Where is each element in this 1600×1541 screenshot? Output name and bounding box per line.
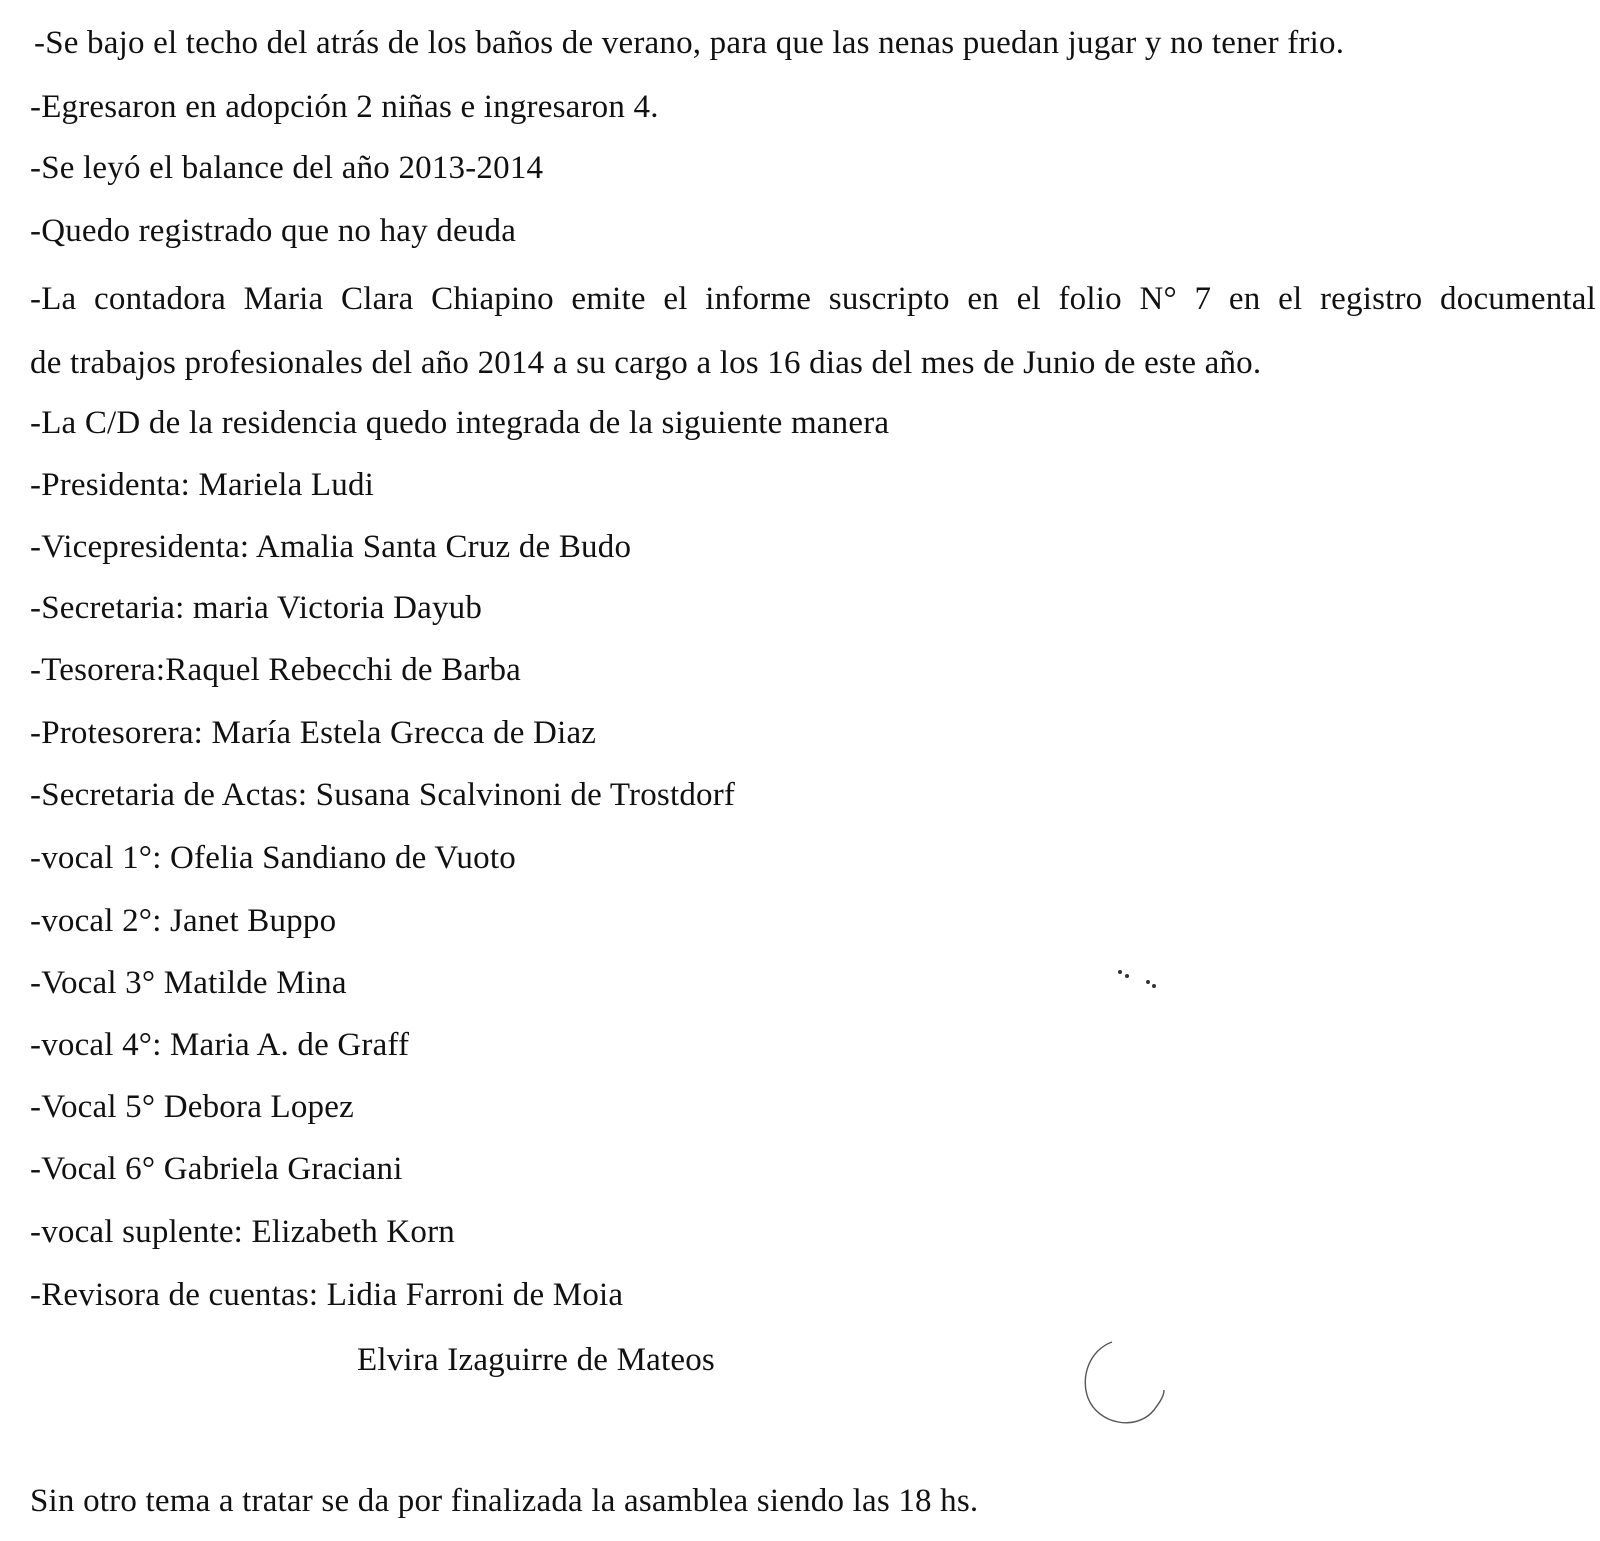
text-line-revisora-2: Elvira Izaguirre de Mateos bbox=[357, 1342, 715, 1378]
text-line-tesorera: -Tesorera:Raquel Rebecchi de Barba bbox=[30, 652, 522, 688]
scan-speck bbox=[1118, 970, 1122, 974]
text-line-vocal-4: -vocal 4°: Maria A. de Graff bbox=[30, 1027, 410, 1063]
closing-statement: Sin otro tema a tratar se da por finalizada la asamblea siendo las 18 hs. bbox=[30, 1483, 979, 1519]
text-line-deuda: -Quedo registrado que no hay deuda bbox=[30, 213, 517, 249]
text-line-adopcion: -Egresaron en adopción 2 niñas e ingresaron 4. bbox=[30, 89, 659, 125]
text-line-vocal-1: -vocal 1°: Ofelia Sandiano de Vuoto bbox=[30, 840, 516, 876]
text-line-cd-integrada: -La C/D de la residencia quedo integrada de la siguiente manera bbox=[30, 405, 890, 441]
text-line-trabajos: de trabajos profesionales del año 2014 a su cargo a los 16 dias del mes de Junio de este año. bbox=[30, 345, 1262, 381]
text-line-presidenta: -Presidenta: Mariela Ludi bbox=[30, 467, 375, 503]
text-line-vocal-6: -Vocal 6° Gabriela Graciani bbox=[30, 1151, 403, 1187]
text-line-balance: -Se leyó el balance del año 2013-2014 bbox=[30, 150, 544, 186]
text-line-vicepresidenta: -Vicepresidenta: Amalia Santa Cruz de Budo bbox=[30, 529, 632, 565]
text-line-secretaria-actas: -Secretaria de Actas: Susana Scalvinoni de Trostdorf bbox=[30, 777, 736, 813]
partial-stamp-circle bbox=[1078, 1340, 1168, 1430]
text-line-vocal-2: -vocal 2°: Janet Buppo bbox=[30, 903, 337, 939]
text-line-vocal-3: -Vocal 3° Matilde Mina bbox=[30, 965, 347, 1001]
text-line-secretaria: -Secretaria: maria Victoria Dayub bbox=[30, 590, 483, 626]
scan-speck bbox=[1125, 974, 1129, 978]
text-line-revisora-1: -Revisora de cuentas: Lidia Farroni de Moia bbox=[30, 1277, 624, 1313]
scan-speck bbox=[1152, 984, 1156, 988]
text-line-techo: -Se bajo el techo del atrás de los baños de verano, para que las nenas puedan jugar y no tener frio. bbox=[34, 25, 1345, 61]
scan-speck bbox=[1146, 980, 1150, 984]
text-line-contadora: -La contadora Maria Clara Chiapino emite el informe suscripto en el folio N° 7 en el registro documental bbox=[30, 281, 1596, 317]
text-line-protesorera: -Protesorera: María Estela Grecca de Diaz bbox=[30, 715, 597, 751]
text-line-vocal-5: -Vocal 5° Debora Lopez bbox=[30, 1089, 354, 1125]
text-line-vocal-suplente: -vocal suplente: Elizabeth Korn bbox=[30, 1214, 455, 1250]
